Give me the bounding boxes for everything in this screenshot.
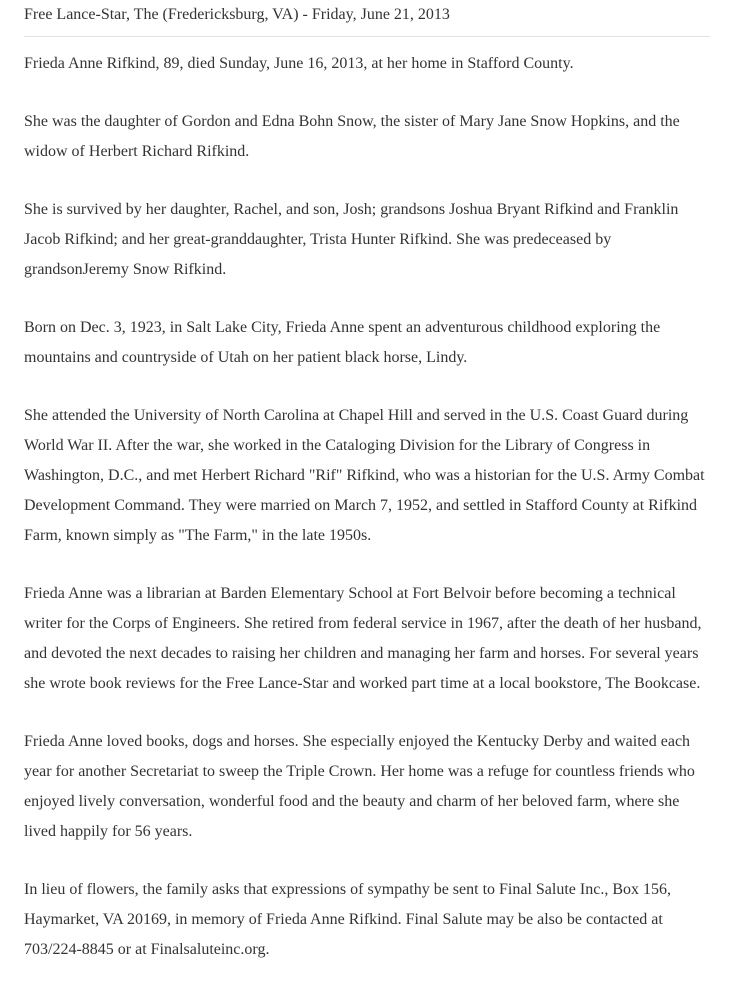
obituary-paragraph-later-career: Frieda Anne was a librarian at Barden Elementary School at Fort Belvoir before becoming a technical writer for the Corps of Engineers. She retired from federal service in 1967, after the death of her husband, and devoted the next decades to raising her children and managing her farm and horses. For several years she wrote book reviews for the Free Lance-Star and worked part time at a local bookstore, The Bookcase.	[24, 585, 702, 692]
obituary-paragraph-interests: Frieda Anne loved books, dogs and horses. She especially enjoyed the Kentucky Derby and waited each year for another Secretariat to sweep the Triple Crown. Her home was a refuge for countless friends who enjoyed lively conversation, wonderful food and the beauty and charm of her beloved farm, where she lived happily for 56 years.	[24, 733, 695, 840]
obituary-paragraph-childhood: Born on Dec. 3, 1923, in Salt Lake City, Frieda Anne spent an adventurous childhood exploring the mountains and countryside of Utah on her patient black horse, Lindy.	[24, 319, 661, 366]
obituary-paragraph-memorial: In lieu of flowers, the family asks that expressions of sympathy be sent to Final Salute Inc., Box 156, Haymarket, VA 20169, in memory of Frieda Anne Rifkind. Final Salute may be also be contacted at 703/224-8845 or at Finalsaluteinc.org.	[24, 881, 671, 958]
header-divider	[24, 36, 710, 37]
obituary-body	[24, 49, 714, 965]
obituary-paragraph-survivors: She is survived by her daughter, Rachel, and son, Josh; grandsons Joshua Bryant Rifkind and Franklin Jacob Rifkind; and her great-granddaughter, Trista Hunter Rifkind. She was predeceased by grandsonJeremy Snow Rifkind.	[24, 201, 679, 278]
publication-header: Free Lance-Star, The (Fredericksburg, VA) - Friday, June 21, 2013	[24, 6, 450, 23]
obituary-paragraph-death-notice: Frieda Anne Rifkind, 89, died Sunday, June 16, 2013, at her home in Stafford County.	[24, 55, 574, 72]
obituary-paragraph-career: She attended the University of North Carolina at Chapel Hill and served in the U.S. Coast Guard during World War II. After the war, she worked in the Cataloging Division for the Library of Congress in Washington, D.C., and met Herbert Richard "Rif" Rifkind, who was a historian for the U.S. Army Combat Development Command. They were married on March 7, 1952, and settled in Stafford County at Rifkind Farm, known simply as "The Farm," in the late 1950s.	[24, 407, 705, 544]
obituary-paragraph-family: She was the daughter of Gordon and Edna Bohn Snow, the sister of Mary Jane Snow Hopkins, and the widow of Herbert Richard Rifkind.	[24, 113, 680, 160]
obituary-page	[24, 0, 714, 965]
